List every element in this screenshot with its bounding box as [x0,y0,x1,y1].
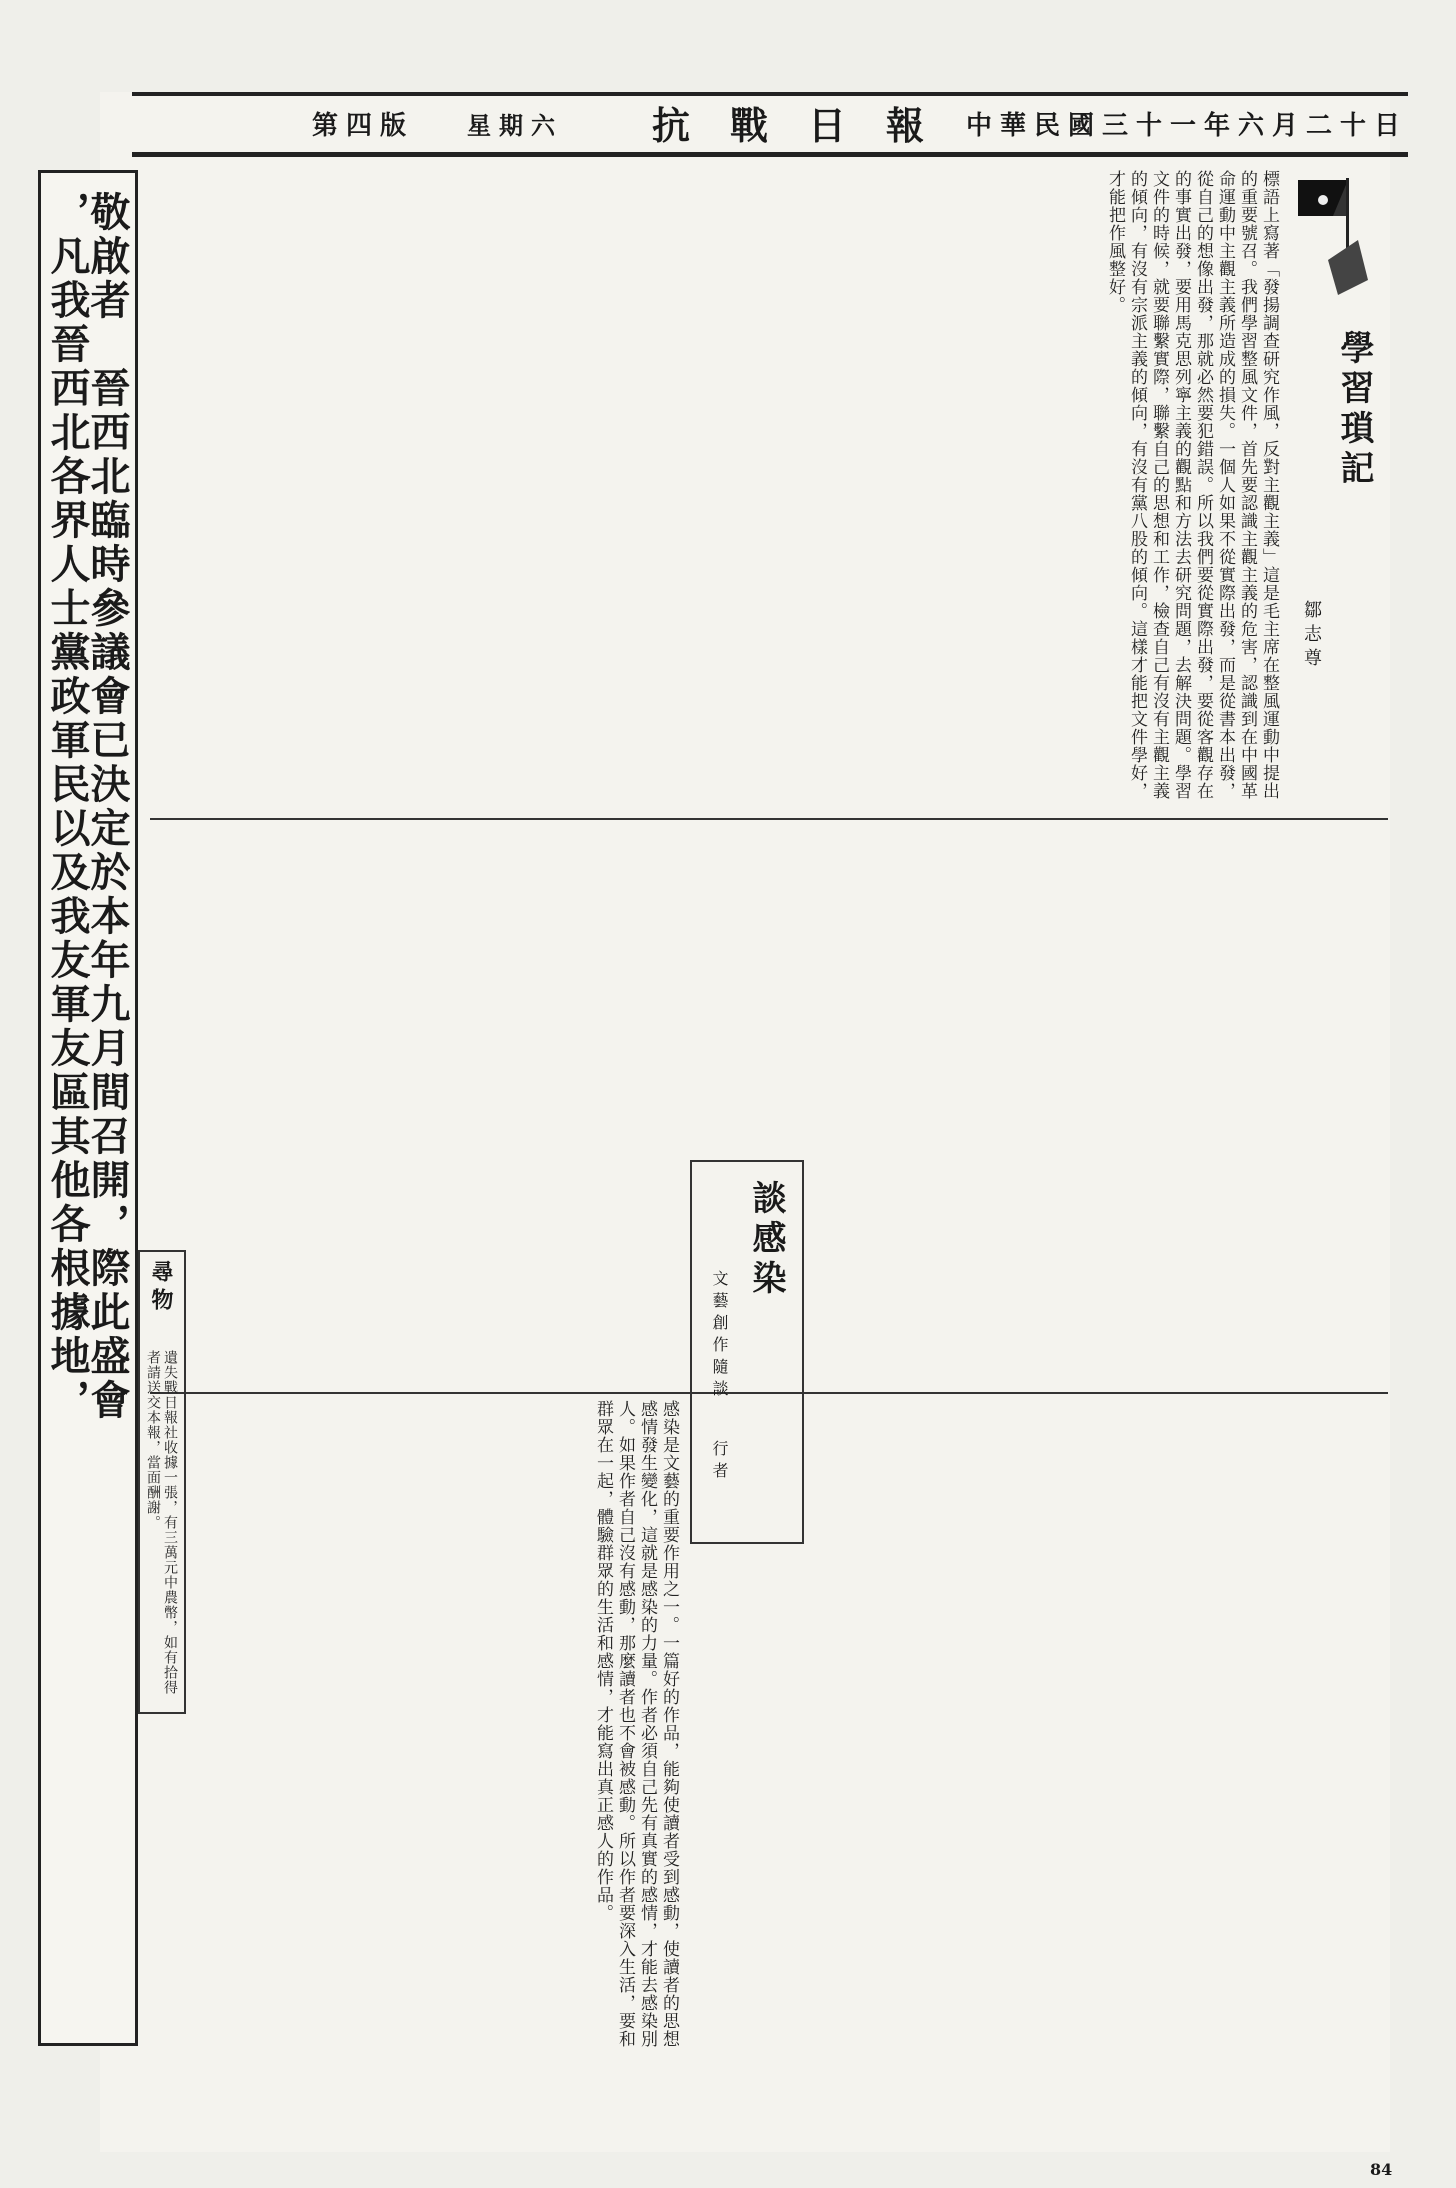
article-subtitle-infection: 文藝創作隨談 [710,1270,729,1402]
page-number: 84 [1370,2160,1393,2179]
article-author-infection: 行者 [710,1440,729,1484]
article-title-learning: 學習瑣記 [1334,330,1374,490]
masthead-day: 星期六 [467,111,563,140]
lost-item-ad-title: 尋物 [148,1260,174,1316]
notice-box [38,170,138,2046]
masthead-rule [132,152,1408,157]
notice-line-2: ，凡我晉西北各界人士黨政軍民以及我友軍友區其他各根據地， [44,191,91,1423]
flag-illustration [1288,170,1388,300]
masthead-date: 中華民國三十一年六月二十日 [965,111,1408,141]
masthead [132,100,1408,152]
article-body-learning: 標語上寫著「發揚調查研究作風，反對主觀主義」這是毛主席在整風運動中提出的重要號召。我們學習整風文件，首先要認識主觀主義的危害，認識到在中國革命運動中主觀主義所造成的損失。一個人如果不從實際出發，而是從書本出發，從自己的想像出發，那就必然要犯錯誤。所以我們要從實際出發，要從客觀存在的事實出發，要用馬克思列寧主義的觀點和方法去研究問題，去解決問題。學習文件的時候，就要聯繫實際，聯繫自己的思想和工作，檢查自己有沒有主觀主義的傾向，有沒有宗派主義的傾向，有沒有黨八股的傾向。這樣才能把文件學好，才能把作風整好。 [1105,170,1279,800]
article-author-learning: 鄒志尊 [1301,600,1322,672]
band-divider-1 [150,818,1388,820]
notice-line-1: 敬啟者 晉西北臨時參議會已決定於本年九月間召開，際此盛會 [84,191,131,1423]
article-title-infection: 談感染 [746,1180,786,1300]
masthead-top-rule [132,92,1408,96]
masthead-title: 抗戰日報 [652,103,965,148]
masthead-issue: 第四版 [312,111,415,141]
article-body-infection: 感染是文藝的重要作用之一。一篇好的作品，能夠使讀者受到感動，使讀者的思想感情發生變化，這就是感染的力量。作者必須自己先有真實的感情，才能去感染別人。如果作者自己沒有感動，那麼讀者也不會被感動。所以作者要深入生活，要和群眾在一起，體驗群眾的生活和感情，才能寫出真正感人的作品。 [593,1400,679,2048]
lost-item-ad-body: 遺失戰日報社收據一張，有三萬元中農幣，如有拾得者請送交本報，當面酬謝。 [145,1350,178,1695]
article-body-lower-right [810,1400,1388,2060]
